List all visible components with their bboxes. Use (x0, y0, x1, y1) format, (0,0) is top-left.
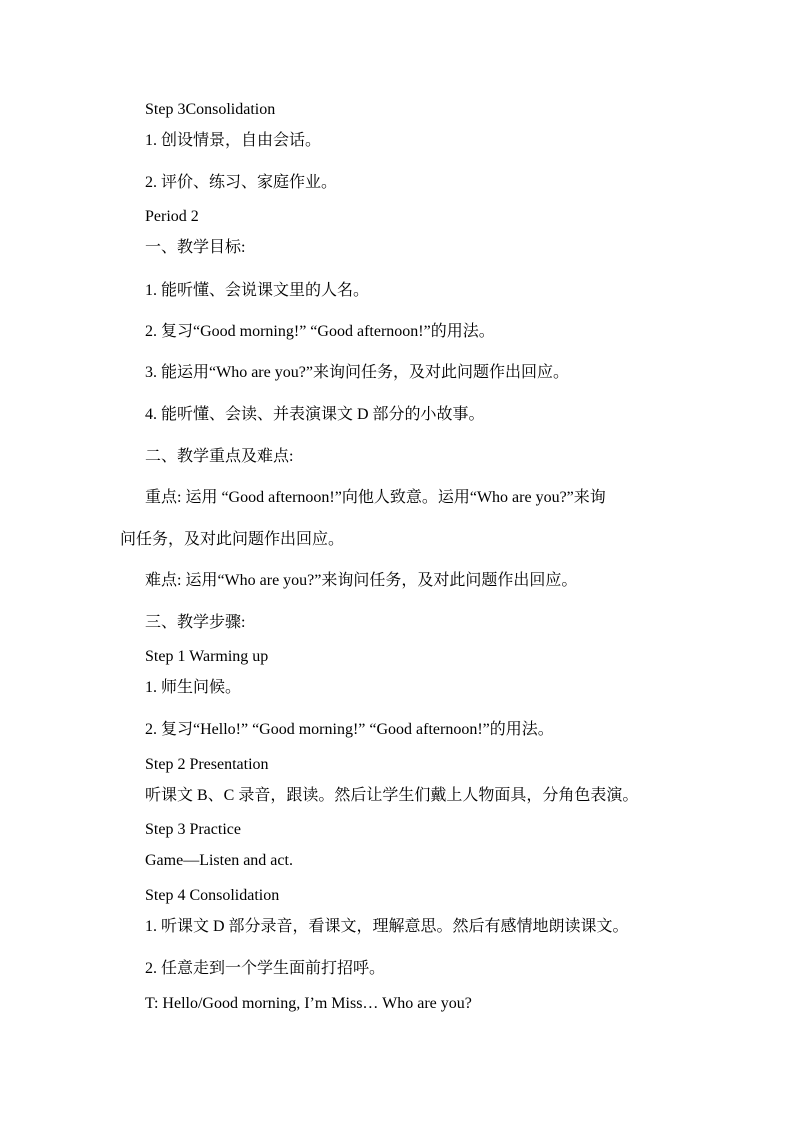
text-line: 2. 评价、练习、家庭作业。 (145, 174, 338, 191)
text-line: 1. 师生问候。 (145, 679, 242, 696)
step2-heading: Step 2 Presentation (145, 756, 269, 773)
step1-heading: Step 1 Warming up (145, 648, 269, 665)
step3-heading: Step 3 Practice (145, 821, 241, 838)
section-heading-steps: 三、教学步骤: (145, 614, 246, 631)
text-line: 4. 能听懂、会读、并表演课文 D 部分的小故事。 (145, 406, 485, 423)
section-heading-objectives: 一、教学目标: (145, 239, 246, 256)
text-line: T: Hello/Good morning, I’m Miss… Who are you? (145, 995, 472, 1012)
period2-heading: Period 2 (145, 208, 199, 225)
text-line: 1. 能听懂、会说课文里的人名。 (145, 282, 370, 299)
text-line: Game—Listen and act. (145, 852, 293, 869)
section-heading-key-points: 二、教学重点及难点: (145, 448, 294, 465)
text-line: 1. 听课文 D 部分录音，看课文，理解意思。然后有感情地朗读课文。 (145, 918, 629, 935)
step4-heading: Step 4 Consolidation (145, 887, 280, 904)
text-line: 3. 能运用“Who are you?”来询问任务，及对此问题作出回应。 (145, 364, 569, 381)
text-line: 2. 复习“Hello!” “Good morning!” “Good afternoon!”的用法。 (145, 721, 554, 738)
text-line: 2. 复习“Good morning!” “Good afternoon!”的用法。 (145, 323, 495, 340)
text-line: 听课文 B、C 录音，跟读。然后让学生们戴上人物面具，分角色表演。 (145, 787, 639, 804)
text-line: 问任务，及对此问题作出回应。 (120, 531, 345, 548)
text-line: 2. 任意走到一个学生面前打招呼。 (145, 960, 386, 977)
text-line: 重点: 运用 “Good afternoon!”向他人致意。运用“Who are you?”来询 (145, 489, 606, 506)
text-line: 难点: 运用“Who are you?”来询问任务，及对此问题作出回应。 (145, 572, 578, 589)
step3-consolidation-heading: Step 3Consolidation (145, 101, 276, 118)
text-line: 1. 创设情景，自由会话。 (145, 132, 322, 149)
